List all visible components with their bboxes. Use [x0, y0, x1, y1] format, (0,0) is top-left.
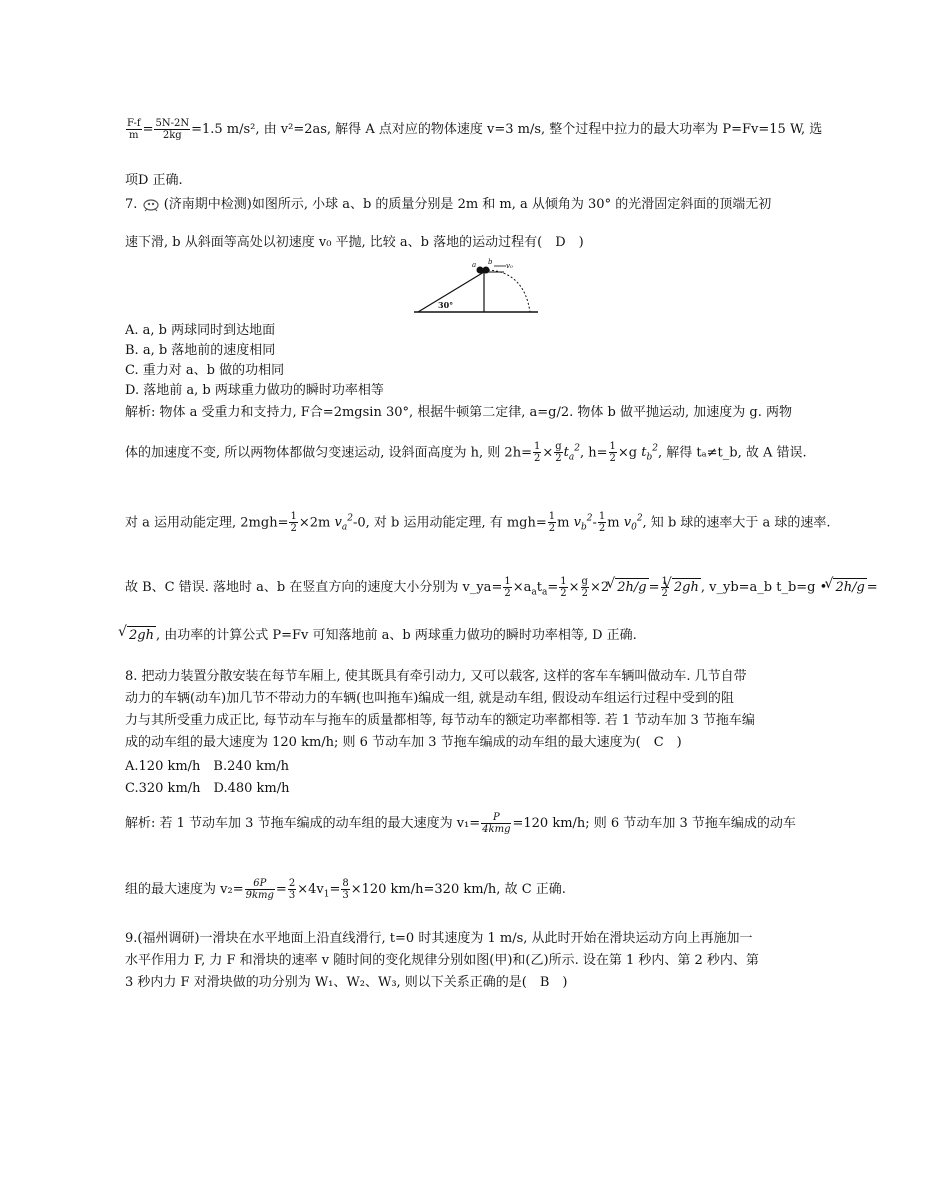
question-8-line-2: 动力的车辆(动车)加几节不带动力的车辆(也叫拖车)编成一组, 就是动车组, 假设动车组运行过程中受到的阻	[125, 691, 734, 706]
fraction: $\frac{5N-2N}{2kg}$	[155, 118, 190, 141]
question-8-line-3: 力与其所受重力成正比, 每节动车与拖车的质量都相等, 每节动车的额定功率都相等. 若 1 节动车加 3 节拖车编	[125, 713, 755, 728]
solution-continuation: $\frac{F-f}{m}$ = $\frac{5N-2N}{2kg}$ =1.5 m/s², 由 v²=2as, 解得 A 点对应的物体速度 v=3 m/s, 整个过程中拉力的最大功率为 P=Fv=15 W, 选	[127, 118, 823, 141]
fraction: $\frac{F-f}{m}$	[127, 118, 141, 141]
solution-line-2: 体的加速度不变, 所以两物体都做匀变速运动, 设斜面高度为 h, 则 2h= $\frac{1}{2}$ × $\frac{g}{2}$ $t_a^2$, h= $\frac{1}{2}$ ×g $t_b^2$, 解得 tₐ≠t_b, 故 A 错误.	[125, 441, 807, 465]
svg-text:30°: 30°	[438, 300, 454, 310]
solution-line-4: 故 B、C 错误. 落地时 a、b 在竖直方向的速度大小分别为 v_ya= $\frac{1}{2}$ $\times a_at_a=$ $\frac{1}{2}$ × $\frac{g}{2}$ ×2 √ 2h/g = $\frac{1}{2}$ √ 2gh , v_yb=a_b t_b=g • √ 2h/g =	[125, 576, 878, 602]
incline-diagram	[414, 258, 538, 316]
solution-line-3: 对 a 运用动能定理, 2mgh= $\frac{1}{2}$ ×2m $v_a^2-0$, 对 b 运用动能定理, 有 mgh= $\frac{1}{2}$ m $v_b^2-$ $\frac{1}{2}$ m $v_0^2$, 知 b 球的速率大于 a 球的速率.	[125, 511, 831, 535]
text-line: 项D 正确.	[125, 173, 183, 188]
option-a: A. a, b 两球同时到达地面	[125, 323, 276, 338]
question-9-line-1: 9.(福州调研)一滑块在水平地面上沿直线滑行, t=0 时其速度为 1 m/s, 从此时开始在滑块运动方向上再施加一	[125, 931, 753, 946]
option-c: C. 重力对 a、b 做的功相同	[125, 363, 285, 378]
question-8-line-4: 成的动车组的最大速度为 120 km/h; 则 6 节动车加 3 节拖车编成的动车组的最大速度为( C )	[125, 735, 682, 750]
question-7-line-2: 速下滑, b 从斜面等高处以初速度 v₀ 平抛, 比较 a、b 落地的运动过程有( D )	[125, 235, 584, 250]
svg-text:b: b	[488, 258, 493, 266]
option-d: D. 落地前 a, b 两球重力做功的瞬时功率相等	[125, 383, 384, 398]
question-8-line-1: 8. 把动力装置分散安装在每节车厢上, 使其既具有牵引动力, 又可以载客, 这样的客车车辆叫做动车. 几节自带	[125, 669, 747, 684]
q8-solution-line-2: 组的最大速度为 v₂= $\frac{6P}{\text{9kmg}}$ = $\frac{2}{3}$ $\times 4v_1=$ $\frac{8}{3}$ ×120 km/h=320 km/h, 故 C 正确.	[125, 878, 566, 901]
solution-line-1: 解析: 物体 a 受重力和支持力, F合=2mgsin 30°, 根据牛顿第二定律, a=g/2. 物体 b 做平抛运动, 加速度为 g. 两物	[125, 405, 792, 420]
option-b: B. a, b 落地前的速度相同	[125, 343, 276, 358]
question-8-options-cd: C.320 km/h D.480 km/h	[125, 781, 290, 796]
solution-line-5: √ 2gh , 由功率的计算公式 P=Fv 可知落地前 a、b 两球重力做功的瞬时功率相等, D 正确.	[125, 626, 637, 645]
svg-text:v₀: v₀	[506, 262, 513, 270]
question-8-options-ab: A.120 km/h B.240 km/h	[125, 759, 290, 774]
video-icon	[142, 198, 160, 212]
question-9-line-3: 3 秒内力 F 对滑块做的功分别为 W₁、W₂、W₃, 则以下关系正确的是( B )	[125, 975, 568, 990]
question-7-line-1: 7. (济南期中检测)如图所示, 小球 a、b 的质量分别是 2m 和 m, a 从倾角为 30° 的光滑固定斜面的顶端无初	[125, 197, 772, 212]
svg-text:a: a	[472, 261, 477, 269]
question-9-line-2: 水平作用力 F, 力 F 和滑块的速率 v 随时间的变化规律分别如图(甲)和(乙)所示. 设在第 1 秒内、第 2 秒内、第	[125, 953, 759, 968]
q8-solution-line-1: 解析: 若 1 节动车加 3 节拖车编成的动车组的最大速度为 v₁= $\frac{P}{\text{4kmg}}$ =120 km/h; 则 6 节动车加 3 节拖车编成的动车	[125, 812, 796, 835]
